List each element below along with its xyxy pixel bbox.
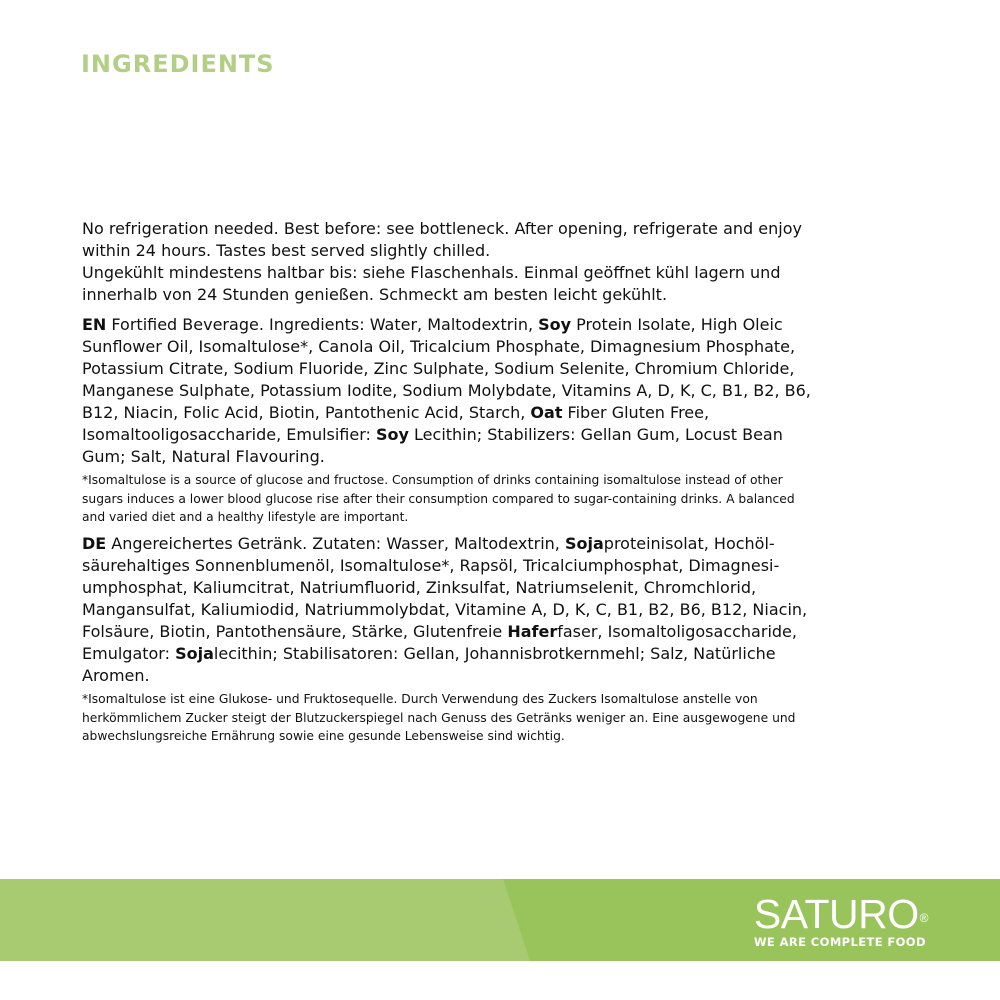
ingredients-de-part1: Angereichertes Getränk. Zutaten: Wasser, Maltodextrin, [106, 534, 565, 553]
allergen-soja-2: Soja [175, 644, 214, 663]
ingredients-de [82, 533, 817, 746]
allergen-soy-1: Soy [538, 315, 572, 334]
ingredients-en [82, 314, 817, 527]
page-title: INGREDIENTS [81, 50, 275, 78]
language-code-de: DE [82, 534, 107, 553]
ingredients-de-text [82, 533, 817, 687]
ingredients-de-part3: faser, Isomaltoligosaccharide, Emulgator: [82, 622, 797, 663]
storage-text-de: Ungekühlt mindestens haltbar bis: siehe Flaschenhals. Einmal geöffnet kühl lagern und innerhalb von 24 Stunden genießen. Schmeckt am besten leicht gekühlt. [82, 263, 781, 304]
ingredients-en-part2: Protein Isolate, High Oleic Sunflower Oil, Isomaltulose*, Canola Oil, Tricalcium Phosphate, Dimagnesium Phosphate, Potassium Citrate, Sodium Fluoride, Zinc Sulphate, Sodium Selenite, Chromium Chloride, Manganese Sulphate, Potassium Iodite, Sodium Molybdate, Vitamins A, D, K, C, B1, B2, B6, B12, Niacin, Folic Acid, Biotin, Pantothenic Acid, Starch, [82, 315, 811, 422]
ingredients-en-text [82, 314, 817, 468]
ingredients-en-part3: Fiber Gluten Free, Isomaltooligosaccharide, Emulsifier: [82, 403, 710, 444]
registered-mark: ® [919, 911, 928, 925]
brand-tagline: WE ARE COMPLETE FOOD [753, 935, 926, 949]
ingredients-en-part1: Fortified Beverage. Ingredients: Water, Maltodextrin, [106, 315, 539, 334]
ingredients-de-part2: proteinisolat, Hochölsäurehaltiges Sonnenblumenöl, Isomaltulose*, Rapsöl, Tricalciumphosphat, Dimagnesiumphosphat, Kaliumcitrat, Natriumfluorid, Zinksulfat, Natriumselenit, Chromchlorid, Mangansulfat, Kaliumiodid, Natriummolybdat, Vitamine A, D, K, C, B1, B2, B6, B12, Niacin, Folsäure, Biotin, Pantothensäure, Stärke, Glutenfreie [82, 534, 808, 641]
brand-logo [754, 893, 928, 949]
ingredients-en-part4: Lecithin; Stabilizers: Gellan Gum, Locust Bean Gum; Salt, Natural Flavouring. [82, 425, 783, 466]
ingredients-de-part4: lecithin; Stabilisatoren: Gellan, Johannisbrotkernmehl; Salz, Natürliche Aromen. [82, 644, 776, 685]
language-code-en: EN [82, 315, 107, 334]
storage-text-en: No refrigeration needed. Best before: see bottleneck. After opening, refrigerate and enjoy within 24 hours. Tastes best served slightly chilled. [82, 219, 802, 260]
footer-band [0, 879, 1000, 961]
allergen-oat: Oat [530, 403, 563, 422]
brand-name [754, 893, 928, 935]
isomaltulose-note-de: *Isomaltulose ist eine Glukose- und Fruktosequelle. Durch Verwendung des Zuckers Isomaltulose anstelle von herkömmlichem Zucker steigt der Blutzuckerspiegel nach Genuss des Getränks weniger an. Eine ausgewogene und abwechslungsreiche Ernährung sowie eine gesunde Lebensweise sind wichtig. [82, 692, 796, 743]
brand-wordmark: SATURO [753, 891, 919, 937]
allergen-soy-2: Soy [376, 425, 409, 444]
storage-instructions [82, 218, 812, 306]
isomaltulose-note-en: *Isomaltulose is a source of glucose and fructose. Consumption of drinks containing isomaltulose instead of other sugars induces a lower blood glucose rise after their consumption compared to sugar-containing drinks. A balanced and varied diet and a healthy lifestyle are important. [82, 473, 795, 524]
allergen-soja-1: Soja [564, 534, 604, 553]
allergen-hafer: Hafer [507, 622, 558, 641]
